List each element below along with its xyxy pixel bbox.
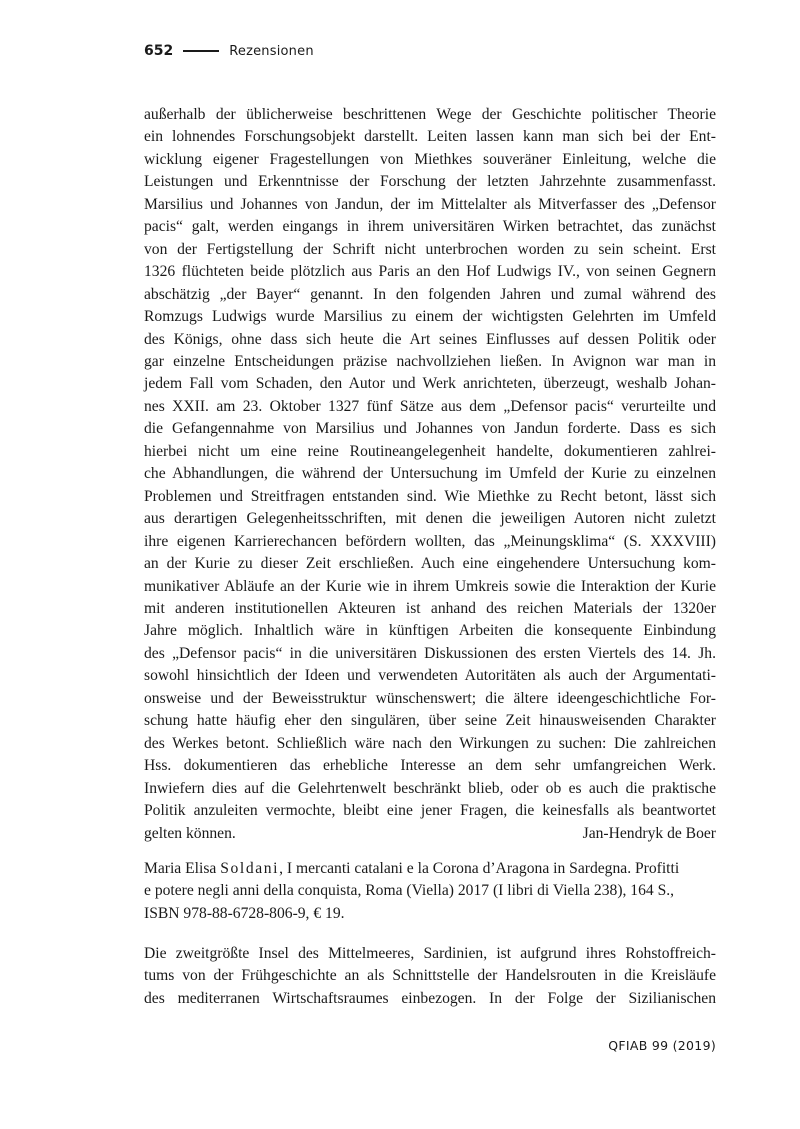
text-line: wicklung eigener Fragestellungen von Miethkes souveräner Einleitung, welche die bbox=[144, 150, 716, 168]
journal-footer: QFIAB 99 (2019) bbox=[608, 1038, 716, 1053]
text-line: Die zweitgrößte Insel des Mittelmeeres, Sardinien, ist aufgrund ihres Rohstoffreich- bbox=[144, 945, 716, 962]
text-line: an der Kurie zu dieser Zeit erschließen. Auch eine eingehendere Untersuchung kom- bbox=[144, 555, 716, 573]
header-rule bbox=[183, 50, 219, 53]
text-line: des „Defensor pacis“ in die universitären Diskussionen des ersten Viertels des 14. Jh. bbox=[144, 644, 716, 662]
text-line: hierbei nicht um eine reine Routineangelegenheit handelte, dokumentieren zahlrei- bbox=[144, 442, 716, 460]
text-line: abschätzig „der Bayer“ genannt. In den folgenden Jahren und zumal während des bbox=[144, 285, 716, 303]
text-line: nes XXII. am 23. Oktober 1327 fünf Sätze aus dem „Defensor pacis“ verurteilte und bbox=[144, 397, 716, 415]
text-line: schung hatte häufig eher den singulären, über seine Zeit hinausweisenden Charakter bbox=[144, 712, 716, 730]
page-number: 652 bbox=[144, 43, 174, 59]
text-line: onsweise und der Beweisstruktur wünschenswert; die ältere ideengeschichtliche For- bbox=[144, 689, 716, 707]
text-line: che Abhandlungen, die während der Untersuchung im Umfeld der Kurie zu einzelnen bbox=[144, 465, 716, 483]
text-line: mit anderen institutionellen Akteuren ist anhand des reichen Materials der 1320er bbox=[144, 599, 716, 617]
text-line: Problemen und Streitfragen entstanden sind. Wie Miethke zu Recht betont, lässt sich bbox=[144, 487, 716, 505]
review-title-line3: ISBN 978-88-6728-806-9, € 19. bbox=[144, 904, 345, 922]
text-line: Hss. dokumentieren das erhebliche Interesse an dem sehr umfangreichen Werk. bbox=[144, 757, 716, 775]
text-line: des mediterranen Wirtschaftsraumes einbezogen. In der Folge der Sizilianischen bbox=[144, 989, 716, 1007]
text-line: munikativer Abläufe an der Kurie wie in ihrem Umkreis sowie die Interaktion der Kurie bbox=[144, 577, 716, 595]
review-title-line1: , I mercanti catalani e la Corona d’Aragona in Sardegna. Profitti bbox=[279, 860, 680, 877]
text-line: Jahre möglich. Inhaltlich wäre in künftigen Arbeiten die konsequente Einbindung bbox=[144, 622, 716, 640]
text-line: außerhalb der üblicherweise beschrittenen Wege der Geschichte politischer Theorie bbox=[144, 106, 716, 123]
main-paragraph bbox=[144, 104, 716, 845]
text-line: Leistungen und Erkenntnisse der Forschung der letzten Jahrzehnte zusammenfasst. bbox=[144, 173, 716, 191]
closing-line bbox=[144, 823, 716, 845]
text-line: ihre eigenen Karrierechancen befördern wollten, das „Meinungsklima“ (S. XXXVIII) bbox=[144, 532, 716, 550]
review-citation bbox=[144, 858, 716, 925]
text-line: des Werkes betont. Schließlich wäre nach den Wirkungen zu suchen: Die zahlreichen bbox=[144, 734, 716, 752]
running-head bbox=[144, 43, 314, 59]
text-line: ein lohnendes Forschungsobjekt darstellt. Leiten lassen kann man sich bei der Ent- bbox=[144, 128, 716, 146]
text-line: Marsilius und Johannes von Jandun, der im Mittelalter als Mitverfasser des „Defensor bbox=[144, 195, 716, 213]
text-line: 1326 flüchteten beide plötzlich aus Paris an den Hof Ludwigs IV., von seinen Gegnern bbox=[144, 263, 716, 281]
text-line: sowohl hinsichtlich der Ideen und verwendeten Autoritäten als auch der Argumentati- bbox=[144, 667, 716, 685]
text-line: jedem Fall vom Schaden, den Autor und Werk anrichteten, überzeugt, weshalb Johan- bbox=[144, 375, 716, 393]
review-signature: Jan-Hendryk de Boer bbox=[582, 824, 716, 842]
text-line: Romzugs Ludwigs wurde Marsilius zu einem der wichtigsten Gelehrten im Umfeld bbox=[144, 308, 716, 326]
section-title: Rezensionen bbox=[229, 43, 314, 59]
review-body bbox=[144, 943, 716, 1010]
closing-text: gelten können. bbox=[144, 824, 236, 842]
text-line: gar einzelne Entscheidungen präzise nachvollziehen ließen. In Avignon war man in bbox=[144, 352, 716, 370]
review-author-first: Maria Elisa bbox=[144, 860, 217, 877]
review-author-last: Soldani bbox=[220, 860, 280, 877]
text-line: die Gefangennahme von Marsilius und Johannes von Jandun forderte. Dass es sich bbox=[144, 420, 716, 438]
text-line: aus derartigen Gelegenheitsschriften, mit denen die jeweiligen Autoren nicht zuletzt bbox=[144, 510, 716, 528]
text-line: Politik anzuleiten vermochte, bleibt eine jener Fragen, die keinesfalls als beantwortet bbox=[144, 802, 716, 820]
text-line: Inwiefern dies auf die Gelehrtenwelt beschränkt blieb, oder ob es auch die praktische bbox=[144, 779, 716, 797]
text-line: von der Fertigstellung der Schrift nicht unterbrochen worden zu sein scheint. Erst bbox=[144, 240, 716, 258]
text-line: des Königs, ohne dass sich heute die Art seines Einflusses auf dessen Politik oder bbox=[144, 330, 716, 348]
text-line: pacis“ galt, werden eingangs in ihrem universitären Wirken betrachtet, das zunächst bbox=[144, 218, 716, 236]
text-line: tums von der Frühgeschichte an als Schnittstelle der Handelsrouten in die Kreisläufe bbox=[144, 967, 716, 985]
review-title-line2: e potere negli anni della conquista, Roma (Viella) 2017 (I libri di Viella 238), 164 S., bbox=[144, 882, 675, 900]
